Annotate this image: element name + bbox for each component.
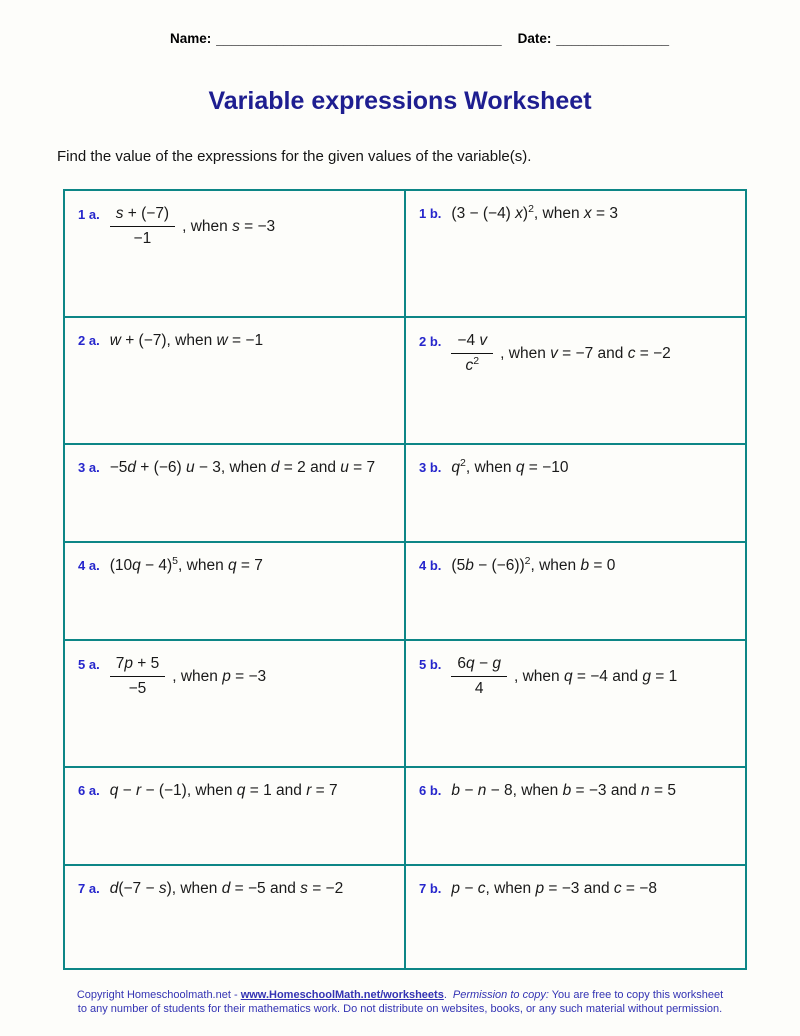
problem [419,879,735,898]
problem-label: 4 b. [419,558,442,573]
permission-label: Permission to copy: [452,989,549,1001]
problem-expression: −5d + (−6) u − 3, when d = 2 and u = 7 [109,459,376,476]
problem-expression: $(5b - (-6))^2$, when b = 0 [451,554,616,574]
table-row [64,542,746,640]
problem [419,654,735,699]
fraction-numerator: −4 v [451,331,493,354]
fraction-numerator: s + (−7) [110,204,175,227]
footer-text [73,988,728,1016]
problem [78,331,394,350]
problem-cell [64,865,405,969]
problem-label: 6 b. [419,783,442,798]
problem [419,204,735,223]
fraction-numerator: 7p + 5 [110,654,166,677]
problem-cell [405,542,746,640]
problem [419,331,735,376]
fraction-denominator: 4 [474,680,484,698]
page-footer [0,988,800,1017]
copyright-text: Copyright Homeschoolmath.net - [76,989,241,1001]
fraction-denominator: −1 [133,230,152,248]
problem-label: 7 a. [78,881,100,896]
problem-label: 2 a. [78,333,100,348]
problem-label: 5 a. [78,657,100,672]
name-label: Name: [170,31,212,46]
problem-cell [64,542,405,640]
instruction-text: Find the value of the expressions for the given values of the variable(s). [57,148,532,165]
problems-table [63,189,747,970]
when-clause: , when v = −7 and c = −2 [500,344,671,362]
fraction-denominator: $c^2$ [465,355,480,375]
problem-label: 4 a. [78,558,100,573]
problem-cell [64,767,405,865]
problem-cell [64,190,405,317]
fraction-numerator: 6q − g [451,654,507,677]
problem-expression: p − c, when p = −3 and c = −8 [451,880,657,897]
table-row [64,767,746,865]
problem-expression: $(10q - 4)^5$, when q = 7 [109,554,263,574]
problem-cell [64,317,405,444]
name-date-header [0,0,800,46]
problem-expression: w + (−7), when w = −1 [109,332,264,349]
problem-cell [405,444,746,542]
problems-table-body [64,190,746,969]
problem-cell [405,865,746,969]
problem [78,204,394,249]
fraction [451,654,507,699]
problem-label: 6 a. [78,783,100,798]
fraction [110,654,166,699]
problem-cell [405,190,746,317]
problem [419,781,735,800]
table-row [64,640,746,767]
table-row [64,865,746,969]
table-row [64,444,746,542]
problem-expression: d(−7 − s), when d = −5 and s = −2 [109,880,344,897]
when-clause: , when p = −3 [172,667,267,685]
date-label: Date: [517,31,552,46]
problem [78,781,394,800]
problem-expression: (3 − (−4) x)$^2$, when x = 3 [451,202,618,222]
problem [419,556,735,575]
worksheets-link[interactable]: www.HomeschoolMath.net/worksheets [240,989,444,1001]
problem [78,556,394,575]
problem-expression [451,331,670,376]
problem-label: 2 b. [419,334,442,349]
fraction [451,331,493,376]
fraction-denominator: −5 [128,680,147,698]
when-clause: , when q = −4 and g = 1 [513,667,678,685]
problem-label: 3 b. [419,460,442,475]
problem-expression [110,204,276,249]
when-clause: , when s = −3 [182,217,276,235]
problem-label: 3 a. [78,460,100,475]
problem-expression [110,654,267,699]
problem [78,654,394,699]
problem-expression: $q^2$, when q = −10 [451,456,569,476]
problem [78,879,394,898]
table-row [64,317,746,444]
problem-label: 1 b. [419,206,442,221]
problem [78,458,394,477]
problem-cell [405,767,746,865]
table-row [64,190,746,317]
name-blank-line: ______________________________________ [216,31,502,46]
page-title: Variable expressions Worksheet [208,87,592,115]
problem-expression [451,654,677,699]
problem [419,458,735,477]
fraction [110,204,175,249]
problem-cell [405,640,746,767]
problem-cell [64,444,405,542]
problem-label: 5 b. [419,657,442,672]
problem-label: 7 b. [419,881,442,896]
permission-text: You are free to copy this worksheet to any number of students for their mathematics work. Do not distribute on websites, books, or any such material without permission. [77,989,724,1015]
date-blank-line: _______________ [556,31,669,46]
problem-expression: q − r − (−1), when q = 1 and r = 7 [109,782,338,799]
problem-expression: b − n − 8, when b = −3 and n = 5 [451,782,676,799]
problem-cell [405,317,746,444]
problem-label: 1 a. [78,207,100,222]
link-period: . [443,989,447,1001]
problem-cell [64,640,405,767]
